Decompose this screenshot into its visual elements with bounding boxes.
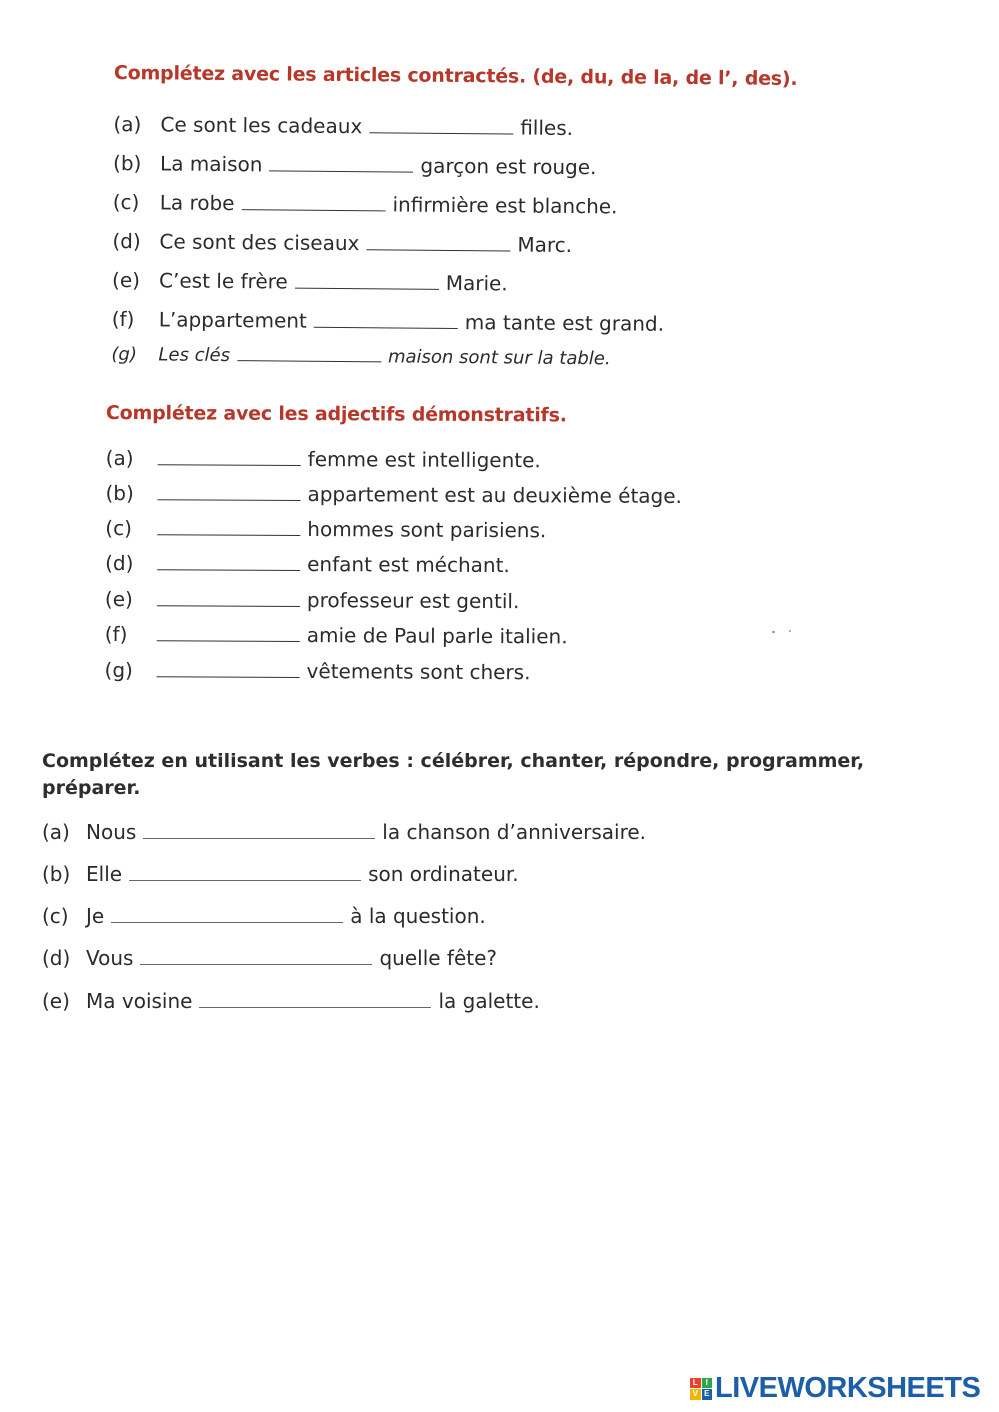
item-text-before: C’est le frère [158, 268, 288, 294]
exercise-item [111, 344, 610, 369]
logo-letter: L [690, 1378, 701, 1389]
answer-blank[interactable] [369, 131, 513, 134]
item-text-after: professeur est gentil. [306, 588, 520, 614]
exercise-item [106, 446, 541, 472]
exercise-item [112, 268, 508, 295]
item-label: (b) [113, 150, 142, 176]
item-label: (b) [42, 862, 71, 886]
exercise-item [42, 989, 540, 1013]
item-text-after: quelle fête? [379, 946, 498, 970]
logo-letter: V [690, 1389, 701, 1400]
answer-blank[interactable] [140, 963, 372, 965]
item-text-before: Ce sont les cadeaux [160, 112, 363, 139]
answer-blank[interactable] [157, 568, 300, 571]
exercise-item [112, 229, 572, 257]
item-text-after: ma tante est grand. [464, 310, 665, 336]
item-text-before: L’appartement [158, 307, 307, 333]
exercise-item [42, 946, 497, 970]
exercise-item [112, 307, 664, 336]
answer-blank[interactable] [157, 639, 300, 642]
answer-blank[interactable] [143, 837, 375, 839]
exercise-item [113, 151, 597, 179]
section-title: Complétez avec les articles contractés. (de, du, de la, de l’, des). [113, 62, 798, 90]
answer-blank[interactable] [199, 1006, 431, 1008]
answer-blank[interactable] [237, 359, 381, 362]
answer-blank[interactable] [241, 208, 385, 211]
item-label: (b) [105, 480, 134, 506]
exercise-item [105, 551, 510, 577]
item-label: (c) [112, 189, 140, 215]
item-text-before: Les clés [158, 344, 231, 367]
item-text-after: à la question. [350, 904, 486, 928]
item-text-after: infirmière est blanche. [392, 192, 618, 219]
item-text-before: Nous [86, 820, 137, 844]
item-text-after: femme est intelligente. [307, 447, 541, 473]
item-text-after: appartement est au deuxième étage. [307, 482, 683, 509]
answer-blank[interactable] [295, 287, 439, 290]
item-text-before: La maison [160, 151, 263, 177]
exercise-item [113, 112, 573, 140]
item-text-after: garçon est rouge. [420, 153, 597, 180]
item-text-after: son ordinateur. [368, 862, 519, 886]
exercise-item [105, 481, 682, 508]
exercise-item [42, 820, 646, 844]
item-label: (e) [111, 267, 141, 293]
exercise-item [42, 904, 486, 928]
liveworksheets-brand [690, 1372, 980, 1405]
section-articles-contractes [111, 62, 798, 370]
item-label: (f) [104, 621, 128, 647]
item-text-after: amie de Paul parle italien. [306, 623, 568, 649]
logo-letter: I [702, 1378, 713, 1389]
item-label: (g) [111, 343, 138, 366]
item-label: (c) [42, 904, 69, 928]
item-label: (f) [111, 306, 135, 332]
item-text-after: hommes sont parisiens. [307, 517, 547, 543]
item-text-after: Marc. [517, 232, 573, 258]
answer-blank[interactable] [158, 463, 301, 466]
item-text-before: La robe [159, 190, 235, 216]
item-label: (c) [105, 515, 133, 541]
section-verbes [42, 748, 882, 1013]
item-text-before: Ce sont des ciseaux [159, 229, 360, 256]
item-label: (d) [105, 550, 134, 576]
item-text-after: la galette. [438, 989, 540, 1013]
brand-name: LIVEWORKSHEETS [715, 1372, 981, 1404]
answer-blank[interactable] [366, 248, 510, 251]
item-label: (e) [42, 989, 70, 1013]
liveworksheets-logo-icon [690, 1378, 712, 1400]
item-text-after: enfant est méchant. [307, 552, 510, 578]
answer-blank[interactable] [157, 533, 300, 536]
item-text-before: Elle [86, 862, 123, 886]
item-text-before: Ma voisine [86, 989, 193, 1013]
item-text-after: filles. [520, 115, 574, 141]
answer-blank[interactable] [111, 921, 343, 923]
scan-speck [772, 631, 775, 633]
section-title: Complétez avec les adjectifs démonstratifs. [105, 402, 567, 427]
item-text-before: Je [86, 904, 105, 928]
item-label: (d) [112, 228, 141, 254]
item-text-before: Vous [86, 946, 134, 970]
answer-blank[interactable] [129, 879, 361, 881]
exercise-item [113, 190, 618, 218]
item-text-after: Marie. [445, 270, 508, 296]
item-label: (d) [42, 946, 71, 970]
section-adjectifs-demonstratifs [104, 402, 683, 685]
exercise-item [42, 862, 519, 886]
scan-speck [789, 630, 791, 632]
item-label: (e) [104, 586, 133, 612]
exercise-item [105, 622, 568, 648]
item-text-after: maison sont sur la table. [387, 346, 611, 370]
item-text-after: vêtements sont chers. [306, 659, 531, 685]
answer-blank[interactable] [314, 326, 458, 329]
section-title: Complétez en utilisant les verbes : célébrer, chanter, répondre, programmer, préparer. [42, 750, 865, 799]
item-label: (a) [113, 111, 142, 137]
item-label: (a) [42, 820, 70, 844]
logo-letter: E [702, 1389, 713, 1400]
exercise-item [105, 587, 519, 613]
answer-blank[interactable] [157, 675, 300, 678]
exercise-item [105, 516, 546, 542]
item-text-after: la chanson d’anniversaire. [382, 820, 647, 844]
item-label: (g) [104, 657, 133, 683]
item-label: (a) [105, 445, 134, 471]
answer-blank[interactable] [157, 498, 300, 501]
answer-blank[interactable] [157, 604, 300, 607]
exercise-item [105, 658, 531, 684]
answer-blank[interactable] [269, 169, 413, 172]
